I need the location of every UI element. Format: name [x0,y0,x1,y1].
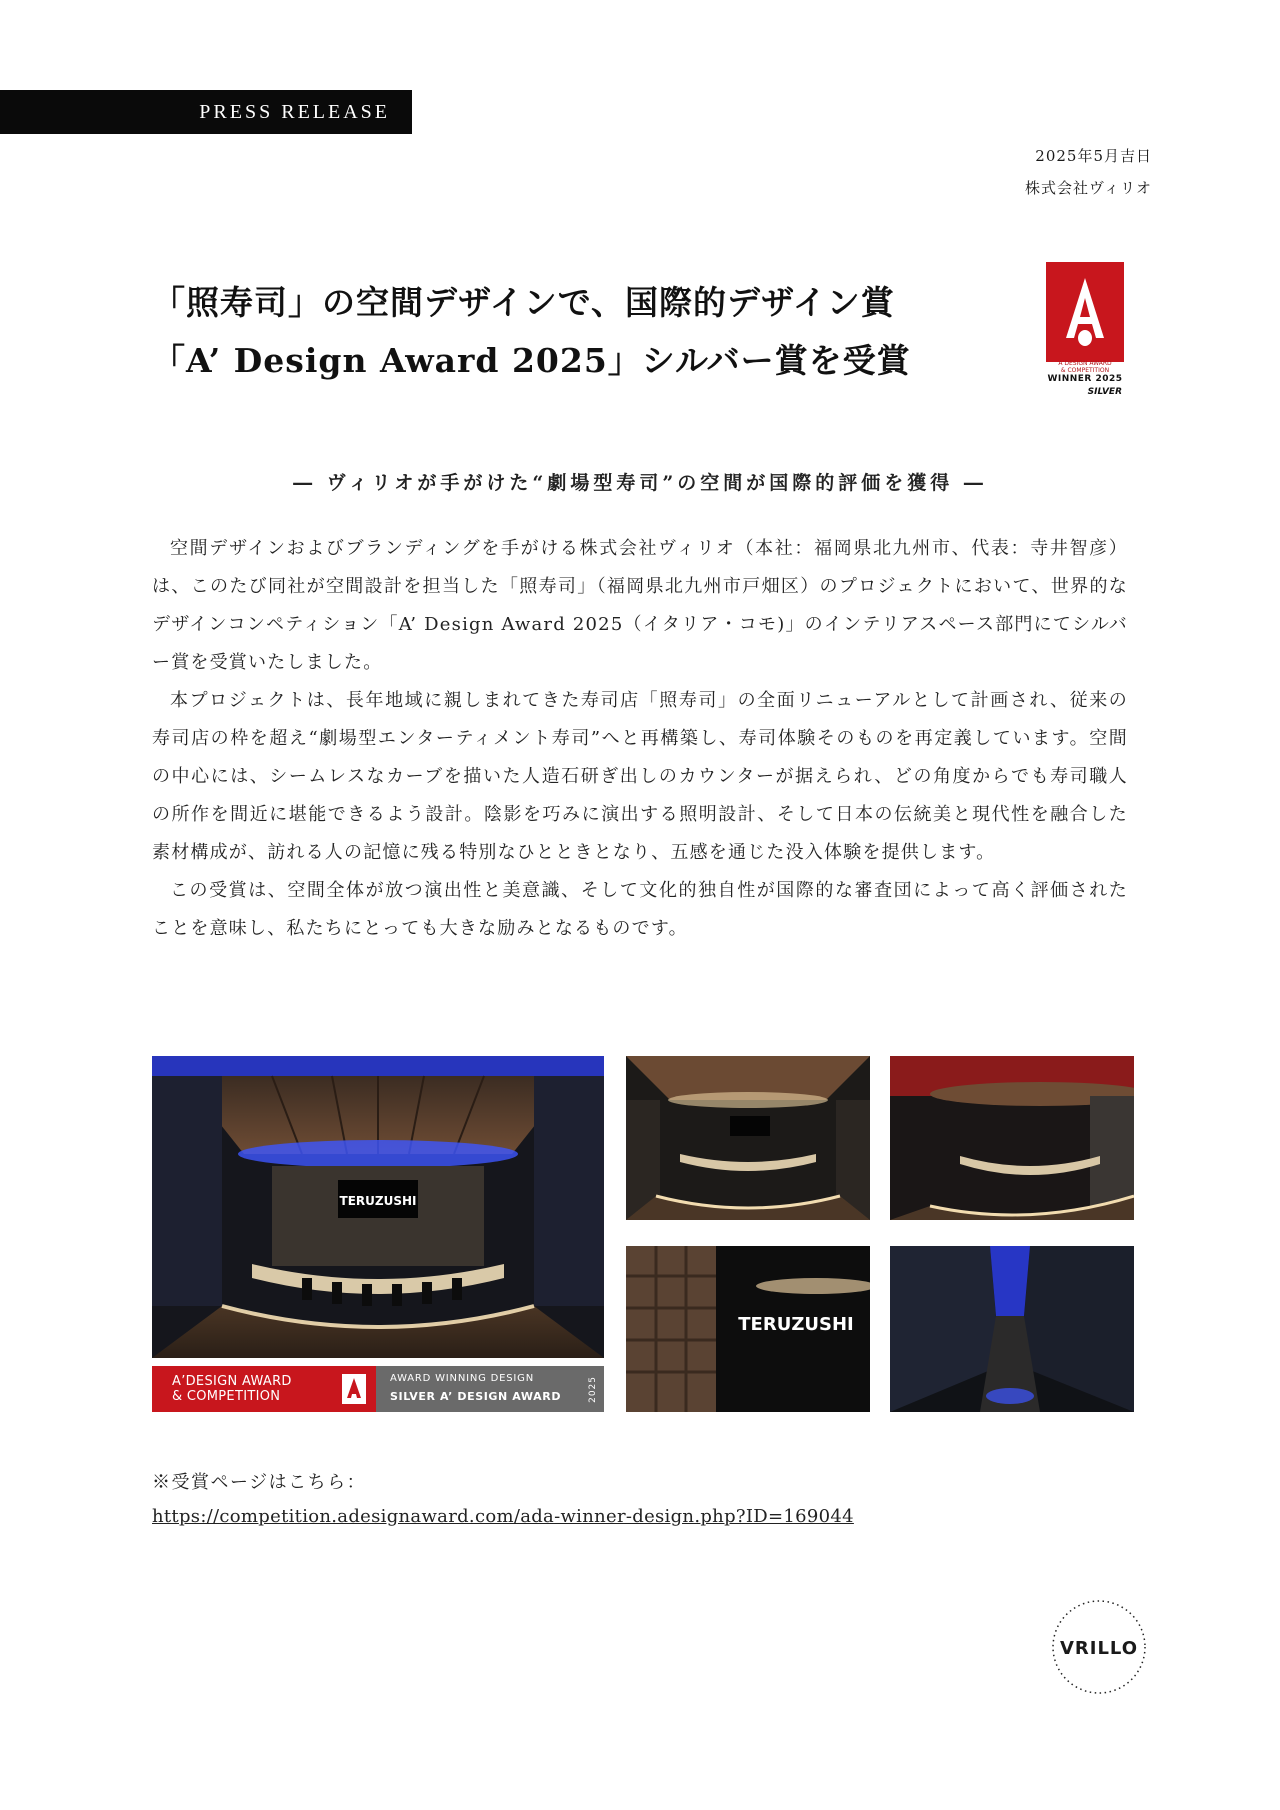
press-release-label: PRESS RELEASE [199,100,390,123]
award-banner [152,1366,604,1412]
award-banner-right-line-1: AWARD WINNING DESIGN [390,1373,535,1384]
teruzushi-sign: TERUZUSHI [339,1194,417,1208]
award-banner-left-line-1: A’DESIGN AWARD [172,1374,292,1389]
interior-photo-counter [626,1056,870,1220]
award-logo-caption-line-2: & COMPETITION [1060,367,1110,374]
award-banner-year: 2025 [588,1376,598,1403]
award-page-link[interactable]: https://competition.adesignaward.com/ada-winner-design.php?ID=169044 [152,1506,854,1527]
body-paragraph: 空間デザインおよびブランディングを手がける株式会社ヴィリオ（本社：福岡県北九州市、代表：寺井智彦）は、このたび同社が空間設計を担当した「照寿司」（福岡県北九州市戸畑区）のプロジェクトにおいて、世界的なデザインコンペティション「A’ Design Award 2025（イタリア・コモ)」のインテリアスペース部門にてシルバー賞を受賞いたしました。 [152,538,1128,673]
award-logo-caption-line-1: A’DESIGN AWARD [1058,360,1112,367]
award-banner-right [376,1366,604,1412]
a-letter-icon [1046,262,1124,362]
title-line-1: 「照寿司」の空間デザインで、国際的デザイン賞 [152,283,895,322]
interior-photo-corridor [890,1246,1134,1412]
interior-photo-sign-wall [626,1246,870,1412]
award-logo-winner: WINNER 2025 [1047,374,1123,384]
award-winner-logo [1046,262,1124,404]
body-text [152,530,1128,948]
company-name: 株式会社ヴィリオ [1025,179,1152,197]
vrillo-wordmark: VRILLO [1059,1638,1139,1659]
body-paragraph: 本プロジェクトは、長年地域に親しまれてきた寿司店「照寿司」の全面リニューアルとして計画され、従来の寿司店の枠を超え“劇場型エンターティメント寿司”へと再構築し、寿司体験そのものを再定義しています。空間の中心には、シームレスなカーブを描いた人造石研ぎ出しのカウンターが据えられ、どの角度からでも寿司職人の所作を間近に堪能できるよう設計。陰影を巧みに演出する照明設計、そして日本の伝統美と現代性を融合した素材構成が、訪れる人の記憶に残る特別なひとときとなり、五感を通じた没入体験を提供します。 [152,690,1128,863]
award-page-note: ※受賞ページはこちら： [152,1472,367,1493]
press-release-tag [0,90,412,134]
title-line-2: 「A’ Design Award 2025」シルバー賞を受賞 [152,341,911,380]
award-logo-level: SILVER [1087,387,1122,397]
award-banner-left-line-2: & COMPETITION [172,1389,281,1404]
subheading: ― ヴィリオが手がけた“劇場型寿司”の空間が国際的評価を獲得 ― [293,472,987,494]
award-a-icon [342,1374,366,1404]
page-title [152,274,1032,390]
award-logo-red-block [1046,262,1124,362]
interior-photo-red-ceiling [890,1056,1134,1220]
award-banner-left [152,1366,376,1412]
vrillo-logo [1050,1598,1148,1696]
main-interior-photo [152,1056,604,1358]
release-date: 2025年5月吉日 [1035,147,1152,165]
teruzushi-sign-large: TERUZUSHI [738,1314,854,1335]
award-logo-caption [1046,360,1124,374]
award-banner-title [172,1374,292,1404]
award-banner-right-line-2: SILVER A’ DESIGN AWARD [390,1390,562,1403]
date-block [1025,140,1152,204]
body-paragraph: この受賞は、空間全体が放つ演出性と美意識、そして文化的独自性が国際的な審査団によって高く評価されたことを意味し、私たちにとっても大きな励みとなるものです。 [152,880,1128,939]
